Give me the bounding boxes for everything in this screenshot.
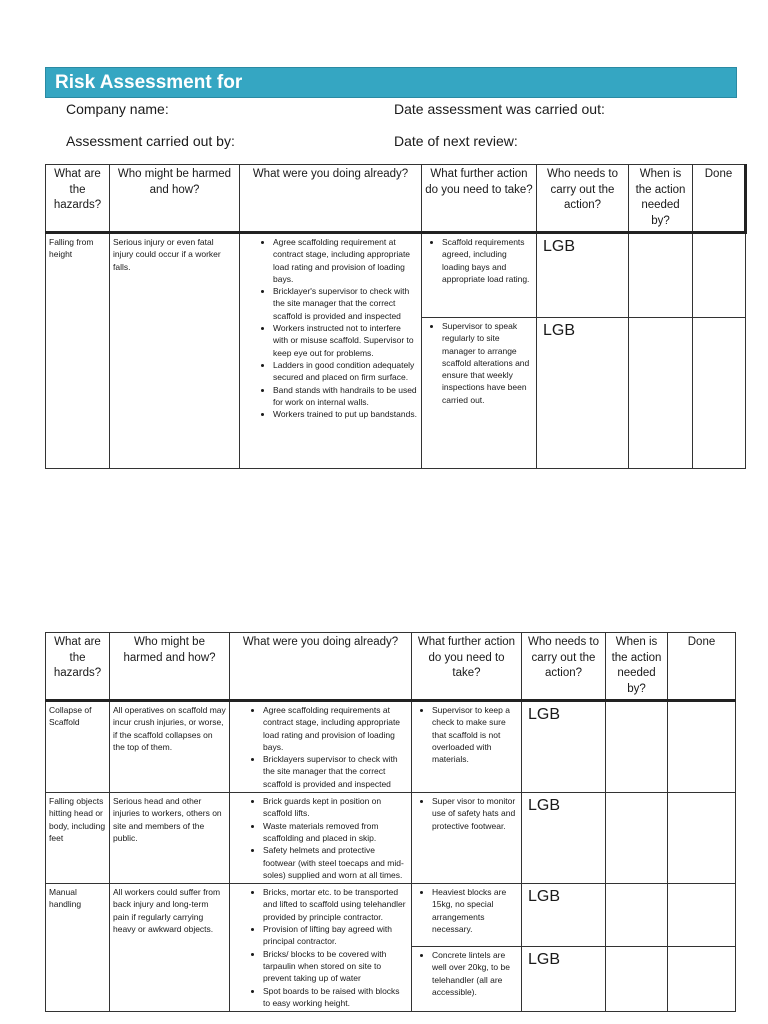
list-item: • Concrete lintels are well over 20kg, to be telehandler (all are accessible).	[432, 949, 518, 998]
action-owner-cell: LGB	[522, 701, 606, 793]
next-review-label: Date of next review:	[394, 133, 518, 149]
done-cell	[668, 793, 736, 884]
done-cell	[668, 947, 736, 1012]
list-item: • Bricklayers supervisor to check with the site manager that the correct scaffold is provided and inspected	[263, 753, 408, 790]
further-action-cell	[412, 701, 522, 793]
list-item: • Band stands with handrails to be used for work on internal walls.	[273, 384, 418, 409]
list-item: • Supervisor to keep a check to make sure that scaffold is not overloaded with materials.	[432, 704, 518, 765]
header-further-action: What further action do you need to take?	[412, 633, 522, 701]
header-when-needed: When is the action needed by?	[606, 633, 668, 701]
header-hazards: What are the hazards?	[46, 165, 110, 233]
page-title: Risk Assessment for	[45, 67, 737, 98]
header-hazards: What are the hazards?	[46, 633, 110, 701]
hazard-cell: Falling from height	[46, 233, 110, 469]
list-item: • Bricks/ blocks to be covered with tarpaulin when stored on site to prevent taking up of water	[263, 948, 408, 985]
header-when-needed: When is the action needed by?	[629, 165, 693, 233]
list-item: • Safety helmets and protective footwear (with steel toecaps and mid-soles) supplied and worn at all times.	[263, 844, 408, 881]
header-done: Done	[693, 165, 746, 233]
table-row	[46, 884, 736, 947]
done-cell	[668, 884, 736, 947]
action-due-cell	[606, 701, 668, 793]
risk-table-1	[45, 164, 747, 469]
header-doing-already: What were you doing already?	[240, 165, 422, 233]
further-action-cell	[422, 318, 537, 469]
table-row	[46, 793, 736, 884]
action-due-cell	[606, 793, 668, 884]
further-action-cell	[412, 947, 522, 1012]
header-further-action: What further action do you need to take?	[422, 165, 537, 233]
doing-already-cell	[240, 233, 422, 469]
list-item: • Bricks, mortar etc. to be transported and lifted to scaffold using telehandler provided by principle contractor.	[263, 886, 408, 923]
hazard-cell: Collapse of Scaffold	[46, 701, 110, 793]
carried-out-by-label: Assessment carried out by:	[66, 133, 235, 149]
list-item: • Agree scaffolding requirements at contract stage, including appropriate load rating and provision of loading bays.	[263, 704, 408, 753]
done-cell	[693, 233, 746, 318]
header-who-carries-out: Who needs to carry out the action?	[522, 633, 606, 701]
list-item: • Workers trained to put up bandstands.	[273, 408, 418, 420]
action-due-cell	[629, 233, 693, 318]
doing-already-cell	[230, 701, 412, 793]
list-item: • Provision of lifting bay agreed with principal contractor.	[263, 923, 408, 948]
action-owner-cell: LGB	[522, 884, 606, 947]
list-item: • Agree scaffolding requirement at contract stage, including appropriate load rating and provision of loading bays.	[273, 236, 418, 285]
action-owner-cell: LGB	[537, 318, 629, 469]
list-item: • Scaffold requirements agreed, including loading bays and appropriate load rating.	[442, 236, 533, 285]
action-due-cell	[606, 947, 668, 1012]
hazard-cell: Manual handling	[46, 884, 110, 1012]
action-due-cell	[629, 318, 693, 469]
table-row	[46, 701, 736, 793]
done-cell	[668, 701, 736, 793]
action-owner-cell: LGB	[522, 793, 606, 884]
date-carried-out-label: Date assessment was carried out:	[394, 101, 605, 117]
header-doing-already: What were you doing already?	[230, 633, 412, 701]
list-item: • Workers instructed not to interfere with or misuse scaffold. Supervisor to keep eye out for problems.	[273, 322, 418, 359]
list-item: • Waste materials removed from scaffolding and placed in skip.	[263, 820, 408, 845]
who-harmed-cell: Serious head and other injuries to workers, others on site and members of the public.	[110, 793, 230, 884]
list-item: • Ladders in good condition adequately secured and placed on firm surface.	[273, 359, 418, 384]
who-harmed-cell: All workers could suffer from back injury and long-term pain if regularly carrying heavy or awkward objects.	[110, 884, 230, 1012]
risk-table-2	[45, 632, 736, 1012]
who-harmed-cell: All operatives on scaffold may incur crush injuries, or worse, if the scaffold collapses on the top of them.	[110, 701, 230, 793]
company-name-label: Company name:	[66, 101, 169, 117]
header-who-carries-out: Who needs to carry out the action?	[537, 165, 629, 233]
header-who-harmed: Who might be harmed and how?	[110, 633, 230, 701]
list-item: • Bricklayer's supervisor to check with the site manager that the correct scaffold is provided and inspected	[273, 285, 418, 322]
header-done: Done	[668, 633, 736, 701]
further-action-cell	[412, 793, 522, 884]
action-owner-cell: LGB	[537, 233, 629, 318]
doing-already-cell	[230, 793, 412, 884]
list-item: • Supervisor to speak regularly to site manager to arrange scaffold alterations and ensure that weekly inspections have been carried out.	[442, 320, 533, 406]
header-who-harmed: Who might be harmed and how?	[110, 165, 240, 233]
who-harmed-cell: Serious injury or even fatal injury could occur if a worker falls.	[110, 233, 240, 469]
hazard-cell: Falling objects hitting head or body, including feet	[46, 793, 110, 884]
list-item: • Brick guards kept in position on scaffold lifts.	[263, 795, 408, 820]
action-owner-cell: LGB	[522, 947, 606, 1012]
done-cell	[693, 318, 746, 469]
action-due-cell	[606, 884, 668, 947]
list-item: • Heaviest blocks are 15kg, no special arrangements necessary.	[432, 886, 518, 935]
list-item: • Spot boards to be raised with blocks to easy working height.	[263, 985, 408, 1010]
doing-already-cell	[230, 884, 412, 1012]
table-row	[46, 233, 746, 318]
further-action-cell	[422, 233, 537, 318]
list-item: • Super visor to monitor use of safety hats and protective footwear.	[432, 795, 518, 832]
further-action-cell	[412, 884, 522, 947]
